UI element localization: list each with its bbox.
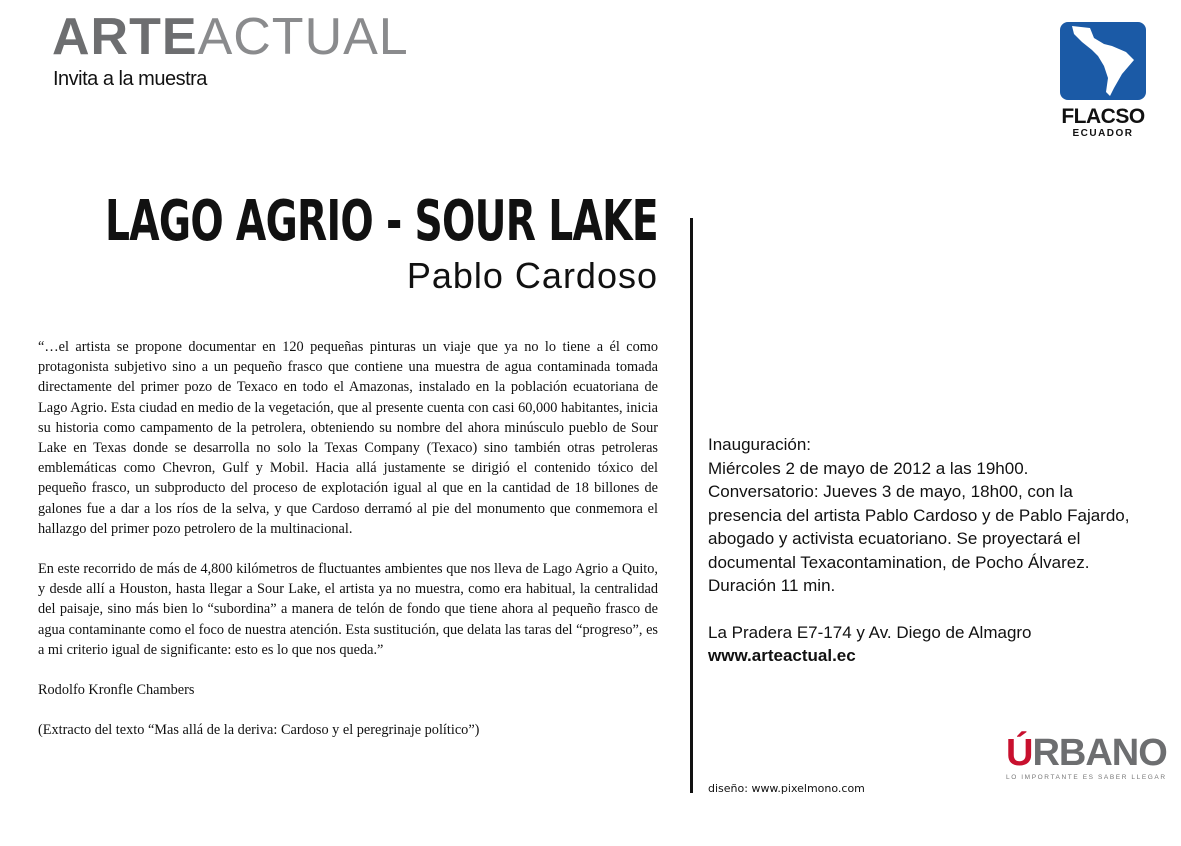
exhibition-title: LAGO AGRIO - SOUR LAKE	[105, 189, 658, 254]
curatorial-text	[38, 337, 658, 760]
urbano-logo	[1006, 733, 1167, 782]
author: Rodolfo Kronfle Chambers	[38, 682, 195, 699]
source-note: (Extracto del texto “Mas allá de la deriva: Cardoso y el peregrinaje político”)	[38, 722, 480, 739]
urbano-tagline: LO IMPORTANTE ES SABER LLEGAR	[1006, 774, 1167, 781]
arteactual-logo	[52, 8, 409, 66]
paragraph: En este recorrido de más de 4,800 kilómetros de fluctuantes ambientes que nos lleva de Lago Agrio a Quito, y desde allí a Houston, hasta llegar a Sour Lake, el artista ya no muestra, como era habitual, la centralidad del paisaje, sino más bien lo “subordina” a manera de telón de fondo que tiene ahora al pequeño frasco de agua contaminante como el foco de nuestra atención. Esta sustitución, que delata las taras del “progreso”, es a mi criterio igual de significante: esto es lo que nos queda.”	[38, 561, 658, 658]
address: La Pradera E7-174 y Av. Diego de Almagro	[708, 622, 1032, 642]
event-info	[708, 433, 1148, 668]
design-credit: diseño: www.pixelmono.com	[708, 782, 865, 795]
flacso-sub: ECUADOR	[1072, 128, 1134, 139]
website-link[interactable]: www.arteactual.ec	[708, 646, 856, 665]
flacso-name: FLACSO	[1061, 105, 1145, 128]
artist-name: Pablo Cardoso	[406, 255, 658, 296]
urbano-rest: RBANO	[1032, 732, 1167, 774]
urbano-u: Ú	[1006, 732, 1033, 774]
paragraph: “…el artista se propone documentar en 120 pequeñas pinturas un viaje que ya no lo tiene a él como protagonista subjetivo sino a un pequeño frasco que contiene una muestra de agua contaminada tomada directamente del primer pozo de Texaco en todo el Amazonas, instalado en la población ecuatoriana de Lago Agrio. Esta ciudad en medio de la vegetación, que al presente cuenta con casi 60,000 habitantes, inicia su historia como campamento de la petrolera, obteniendo su nombre del ahora minúsculo pueblo de Sour Lake en Texas donde se desarrolla no solo la Texas Company (Texaco) sino también otras petroleras emblemáticas como Chevron, Gulf y Mobil. Hacia allá justamente se dirigió el contenido tóxico del pequeño frasco, un subproducto del proceso de explotación igual al que en la cantidad de 18 billones de galones fue a dar a los ríos de la selva, y que Cardoso derramó al pie del monumento que conmemora el hallazgo del primer pozo petrolero de la multinacional.	[38, 339, 658, 537]
divider	[690, 218, 693, 793]
invite-line: Invita a la muestra	[53, 68, 207, 90]
brand-actual: ACTUAL	[197, 8, 409, 66]
talk-info: Conversatorio: Jueves 3 de mayo, 18h00, con la presencia del artista Pablo Cardoso y de Pablo Fajardo, abogado y activista ecuatoriano. Se proyectará el documental Texacontamination, de Pocho Álvarez. Duración 11 min.	[708, 482, 1130, 595]
brand-arte: ARTE	[52, 8, 198, 66]
opening-label: Inauguración:	[708, 435, 812, 454]
americas-map-icon	[1060, 22, 1146, 100]
flacso-logo	[1060, 22, 1146, 140]
opening-date: Miércoles 2 de mayo de 2012 a las 19h00.	[708, 458, 1029, 478]
